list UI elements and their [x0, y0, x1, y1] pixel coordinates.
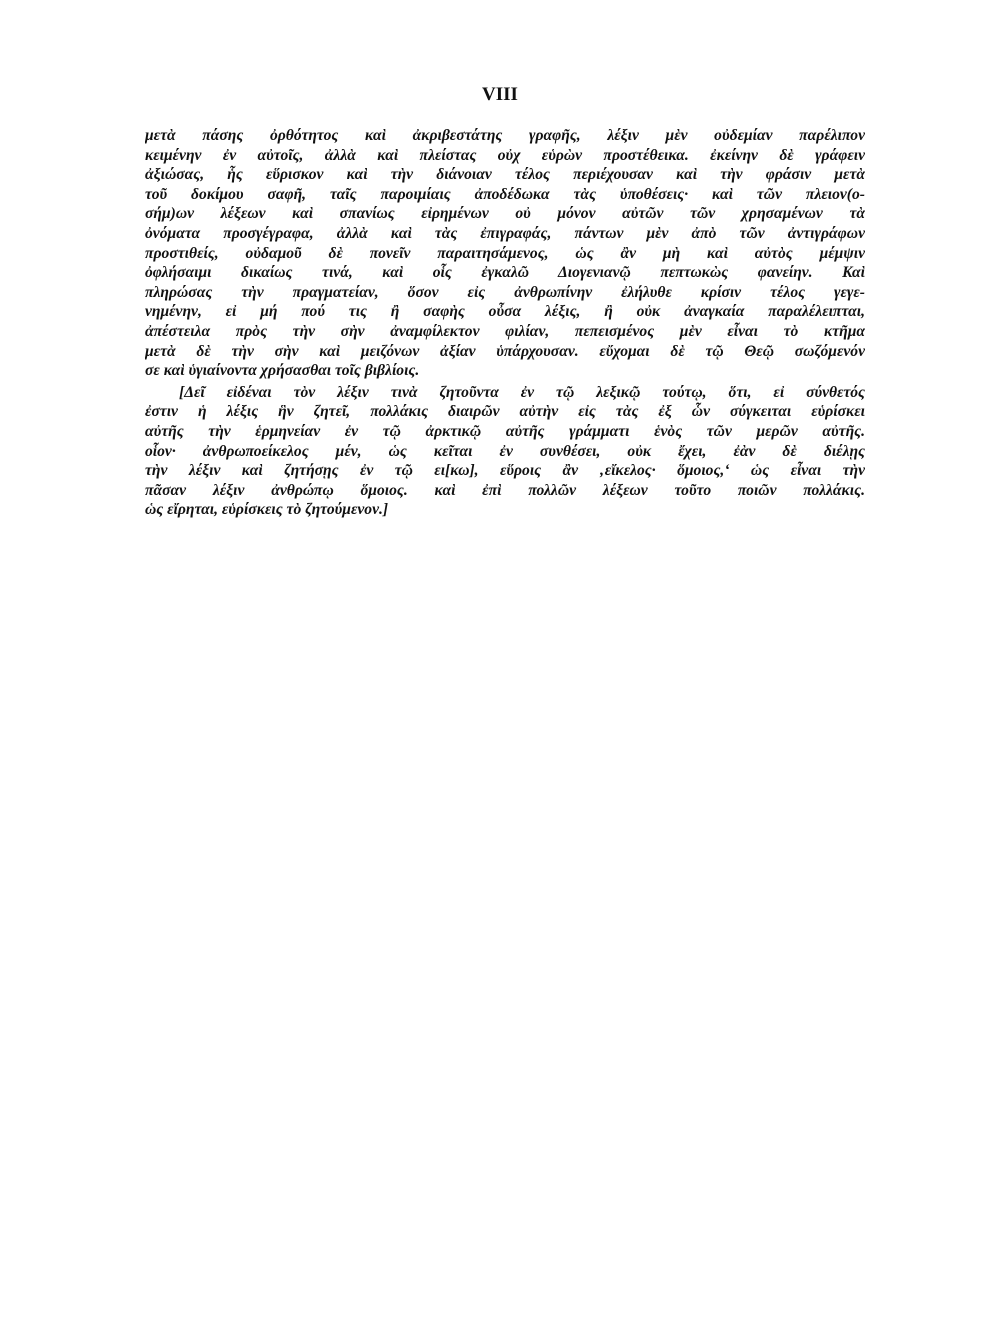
text-line: μετὰ δὲ τὴν σὴν καὶ μειζόνων ἀξίαν ὑπάρχουσαν. εὔχομαι δὲ τῷ Θεῷ σωζόμενόν — [145, 342, 865, 360]
text-line: αὐτῆς τὴν ἑρμηνείαν ἐν τῷ ἀρκτικῷ αὐτῆς γράμματι ἑνὸς τῶν μερῶν αὐτῆς. — [145, 422, 865, 440]
text-line: ὡς εἴρηται, εὑρίσκεις τὸ ζητούμενον.] — [145, 501, 389, 519]
text-line: πᾶσαν λέξιν ἀνθρώπῳ ὅμοιος. καὶ ἐπὶ πολλῶν λέξεων τοῦτο ποιῶν πολλάκις. — [145, 481, 865, 499]
text-line: οἷον· ἀνθρωποείκελος μέν, ὡς κεῖται ἐν συνθέσει, οὐκ ἔχει, ἐὰν δὲ διέλῃς — [145, 442, 865, 460]
text-line: ἀξιώσας, ἧς εὕρισκον καὶ τὴν διάνοιαν τέλος περιέχουσαν καὶ τὴν φράσιν μετὰ — [145, 166, 865, 184]
page-number: VIII — [482, 84, 518, 105]
text-line: ὀνόματα προσγέγραφα, ἀλλὰ καὶ τὰς ἐπιγραφάς, πάντων μὲν ἀπὸ τῶν ἀντιγράφων — [145, 224, 865, 242]
body-text — [145, 126, 865, 520]
paragraph-1 — [145, 126, 865, 381]
text-line: νημένην, εἰ μή πού τις ἢ σαφὴς οὖσα λέξις, ἢ οὐκ ἀναγκαία παραλέλειπται, — [145, 303, 865, 321]
text-line: κειμένην ἐν αὐτοῖς, ἀλλὰ καὶ πλείστας οὐχ εὑρὼν προστέθεικα. ἐκείνην δὲ γράφειν — [145, 146, 865, 164]
text-line: μετὰ πάσης ὀρθότητος καὶ ἀκριβεστάτης γραφῆς, λέξιν μὲν οὐδεμίαν παρέλιπον — [145, 127, 865, 144]
text-line: σήμ)ων λέξεων καὶ σπανίως εἰρημένων οὐ μόνον αὐτῶν τῶν χρησαμένων τὰ — [145, 205, 865, 223]
text-line: τὴν λέξιν καὶ ζητήσῃς ἐν τῷ ει[κω], εὕροις ἂν ‚εἴκελος· ὅμοιος,‘ ὡς εἶναι τὴν — [145, 462, 865, 480]
text-line: προστιθείς, οὐδαμοῦ δὲ πονεῖν παραιτησάμενος, ὡς ἂν μὴ καὶ αὐτὸς μέμψιν — [145, 244, 865, 262]
text-line: ἐστιν ἡ λέξις ἣν ζητεῖ, πολλάκις διαιρῶν αὐτὴν εἰς τὰς ἐξ ὧν σύγκειται εὑρίσκει — [145, 403, 865, 421]
text-line: [Δεῖ εἰδέναι τὸν λέξιν τινὰ ζητοῦντα ἐν τῷ λεξικῷ τούτῳ, ὅτι, εἰ σύνθετός — [179, 383, 865, 401]
text-line: πληρώσας τὴν πραγματείαν, ὅσον εἰς ἀνθρωπίνην ἐλήλυθε κρίσιν τέλος γεγε- — [145, 283, 865, 301]
text-line: ἀπέστειλα πρὸς τὴν σὴν ἀναμφίλεκτον φιλίαν, πεπεισμένος μὲν εἶναι τὸ κτῆμα — [145, 322, 865, 340]
text-line: ὀφλήσαιμι δικαίως τινά, καὶ οἷς ἐγκαλῶ Διογενιανῷ πεπτωκὼς φανείην. Καὶ — [145, 264, 865, 282]
paragraph-2 — [145, 383, 865, 520]
text-line: σε καὶ ὑγιαίνοντα χρήσασθαι τοῖς βιβλίοις. — [145, 362, 420, 380]
text-line: τοῦ δοκίμου σαφῆ, ταῖς παροιμίαις ἀποδέδωκα τὰς ὑποθέσεις· καὶ τῶν πλειον(ο- — [145, 185, 865, 203]
